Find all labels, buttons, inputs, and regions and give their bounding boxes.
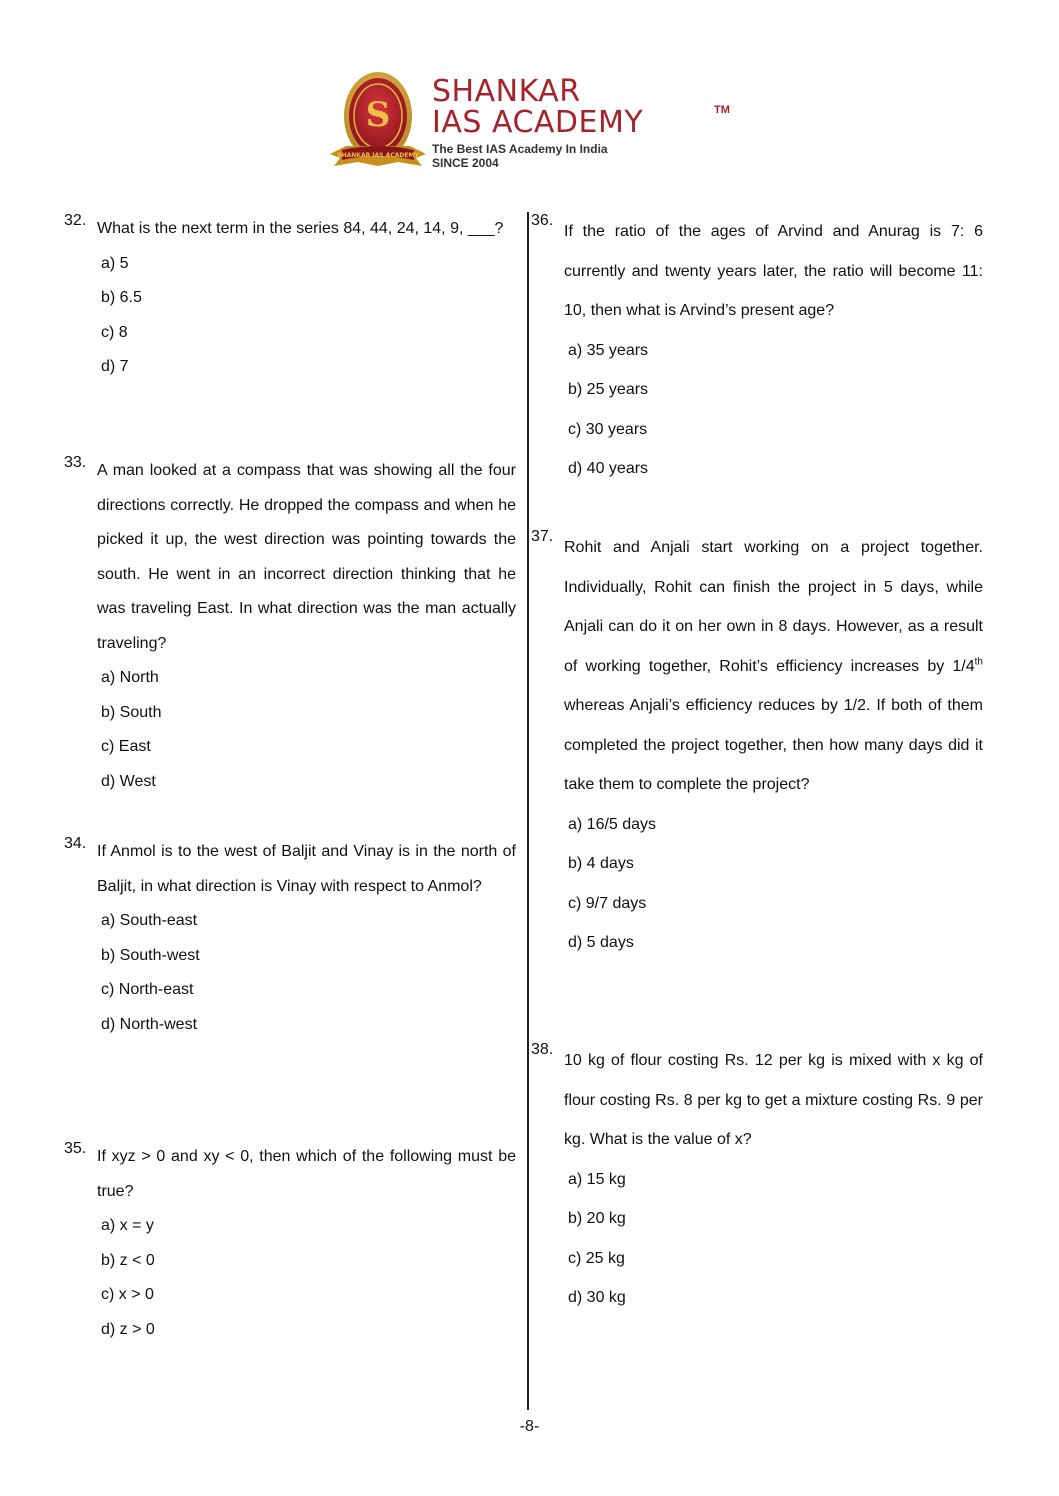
option-d: d) 7 (101, 358, 129, 375)
option-b: b) South (101, 703, 162, 721)
trademark-symbol: TM (714, 104, 730, 116)
option-d: d) 30 kg (568, 1289, 626, 1306)
option-b: b) 25 years (568, 381, 649, 398)
question-text-part1: Rohit and Anjali start working on a project together. Individually, Rohit can finish the project in 5 days, while Anjali can do it on her own in 8 days. However, as a result of working together, Rohit’s efficiency increases by 1/4 (564, 539, 983, 675)
svg-text:S: S (365, 95, 391, 135)
brand-name-line2: IAS ACADEMY (432, 105, 644, 140)
academy-emblem-logo (328, 70, 428, 176)
option-c: c) North-east (101, 981, 194, 998)
option-c: c) x > 0 (101, 1286, 154, 1303)
right-question-column (531, 212, 983, 1318)
left-question-column (64, 212, 516, 1347)
option-b: b) 6.5 (101, 289, 142, 306)
question-33 (64, 454, 516, 835)
question-text: 10 kg of flour costing Rs. 12 per kg is mixed with x kg of flour costing Rs. 8 per kg to get a mixture costing Rs. 9 per kg. What is the value of x? (564, 1052, 983, 1148)
question-32 (64, 212, 516, 454)
option-c: c) 25 kg (568, 1249, 625, 1267)
superscript-th: th (974, 656, 983, 668)
question-number: 32. (64, 212, 87, 229)
question-number: 38. (531, 1041, 554, 1058)
option-c: c) 8 (101, 323, 128, 341)
option-d: d) 5 days (568, 934, 634, 951)
question-text: A man looked at a compass that was showing all the four directions correctly. He dropped the compass and when he picked it up, the west direction was pointing towards the south. He went in an incorrect direction thinking that he was traveling East. In what direction was the man actually traveling? (97, 462, 516, 652)
question-text: If xyz > 0 and xy < 0, then which of the following must be true? (97, 1148, 516, 1200)
question-text-part2: whereas Anjali’s efficiency reduces by 1/2. If both of them completed the project together, then how many days did it take them to complete the project? (564, 697, 983, 793)
options-list (568, 331, 983, 489)
question-text: If the ratio of the ages of Arvind and Anurag is 7: 6 currently and twenty years later, the ratio will become 11: 10, then what is Arvind’s present age? (564, 223, 983, 319)
brand-name-line1: SHANKAR (432, 74, 581, 109)
question-38 (531, 1041, 983, 1318)
brand-since: SINCE 2004 (432, 156, 499, 170)
option-a: a) x = y (101, 1217, 154, 1234)
option-b: b) 4 days (568, 855, 634, 872)
option-d: d) 40 years (568, 460, 649, 477)
question-text: What is the next term in the series 84, 44, 24, 14, 9, ___? (97, 220, 504, 237)
question-text (564, 528, 983, 805)
option-a: a) 35 years (568, 341, 649, 359)
brand-tagline: The Best IAS Academy In India (432, 142, 608, 156)
question-35 (64, 1140, 516, 1347)
svg-text:SHANKAR IAS ACADEMY: SHANKAR IAS ACADEMY (337, 152, 419, 159)
question-37 (531, 528, 983, 1041)
column-divider (527, 212, 529, 1410)
question-number: 37. (531, 528, 554, 545)
option-c: c) 9/7 days (568, 894, 647, 912)
option-b: b) 20 kg (568, 1210, 626, 1227)
option-a: a) 5 (101, 254, 129, 272)
option-a: a) 15 kg (568, 1170, 626, 1188)
options-list (101, 661, 516, 799)
brand-block (432, 74, 730, 170)
question-number: 33. (64, 454, 87, 471)
option-d: d) z > 0 (101, 1320, 155, 1338)
question-text: If Anmol is to the west of Baljit and Vinay is in the north of Baljit, in what direction is Vinay with respect to Anmol? (97, 843, 516, 895)
options-list (101, 247, 516, 385)
question-number: 34. (64, 835, 87, 852)
option-a: a) North (101, 669, 159, 686)
question-number: 36. (531, 212, 554, 229)
options-list (568, 1160, 983, 1318)
option-c: c) 30 years (568, 420, 648, 438)
page-header (0, 70, 1059, 180)
option-d: d) West (101, 772, 156, 790)
option-a: a) South-east (101, 912, 198, 929)
question-number: 35. (64, 1140, 87, 1157)
page-number: -8- (519, 1418, 540, 1435)
option-d: d) North-west (101, 1015, 198, 1033)
question-34 (64, 835, 516, 1140)
option-b: b) z < 0 (101, 1251, 155, 1269)
options-list (101, 1209, 516, 1347)
option-b: b) South-west (101, 946, 200, 964)
options-list (101, 904, 516, 1042)
option-c: c) East (101, 738, 151, 755)
question-36 (531, 212, 983, 528)
options-list (568, 805, 983, 963)
option-a: a) 16/5 days (568, 815, 657, 833)
